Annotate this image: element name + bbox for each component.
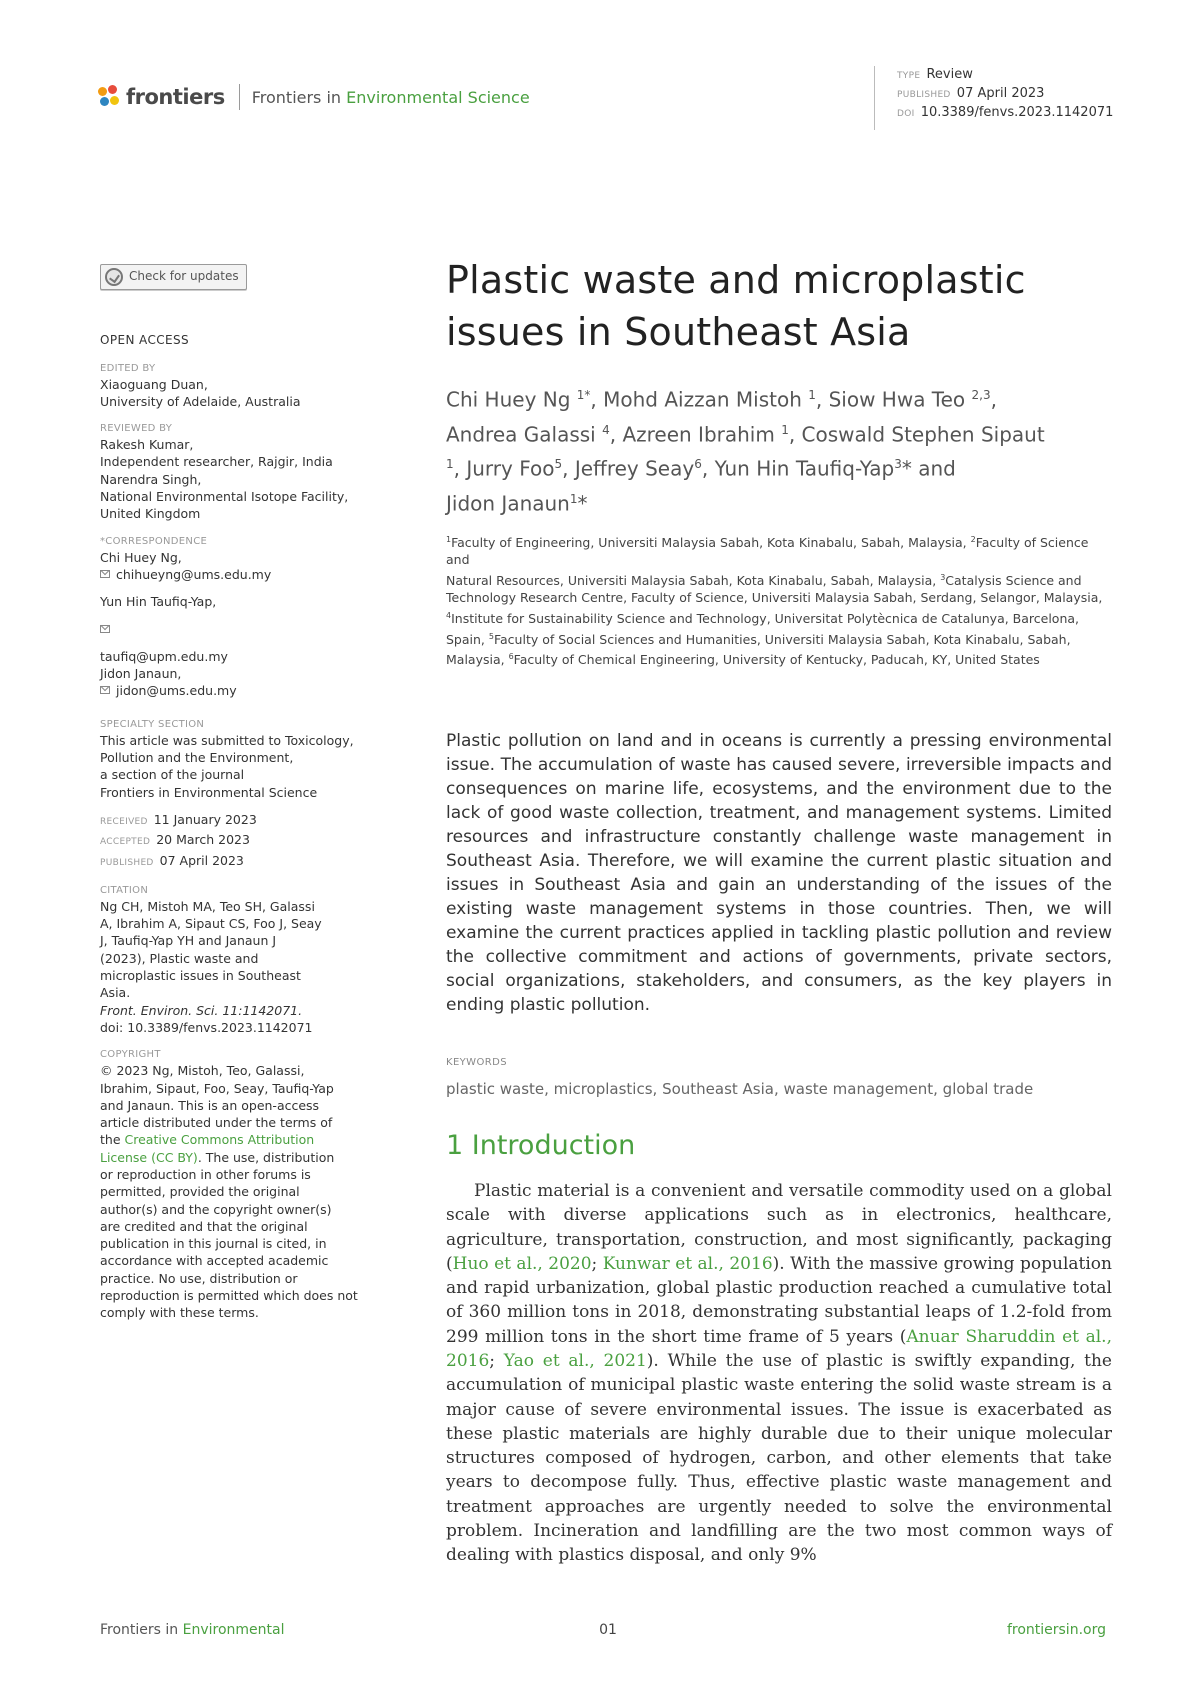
affiliations: $^1$Faculty of Engineering, Universiti Malaysia Sabah, Kota Kinabalu, Sabah, Malaysia, $^2$Faculty of Science and Natural Resources, Universiti Malaysia Sabah, Kota Kinabalu, Sabah, Malaysia, $^3$Catalysis Science and Technology Research Centre, Faculty of Science, Universiti Malaysia Sabah, Serdang, Selangor, Malaysia, $^4$Institute for Sustainability Science and Technology, Universitat Polytècnica de Catalunya, Barcelona, Spain, $^5$Faculty of Social Sciences and Humanities, Universiti Malaysia Sabah, Kota Kinabalu, Sabah, Malaysia, $^6$Faculty of Chemical Engineering, University of Kentucky, Paducah, KY, United States	[446, 534, 1103, 668]
keywords-label: KEYWORDS	[446, 1056, 507, 1068]
specialty-section: This article was submitted to Toxicology, Pollution and the Environment, a section of the journal Frontiers in Environmental Science	[100, 732, 354, 800]
abstract: Plastic pollution on land and in oceans is currently a pressing environmental issue. The accumulation of waste has caused severe, irreversible impacts and consequences on marine life, ecosystems, and the environment due to the lack of good waste collection, treatment, and management systems. Limited resources and infrastructure constantly challenge waste management in Southeast Asia. Therefore, we will examine the current plastic situation and issues in Southeast Asia and gain an understanding of the issues of the existing waste management systems in those countries. Then, we will examine the current practices applied in tackling plastic pollution and review the collective commitment and actions of governments, private sectors, social organizations, stakeholders, and consumers, as the key players in ending plastic pollution.	[446, 730, 1112, 1015]
introduction-paragraph: Plastic material is a convenient and versatile commodity used on a global scale with diverse applications such as in electronics, healthcare, agriculture, transportation, construction, and most significantly, packaging (Huo et al., 2020; Kunwar et al., 2016). With the massive growing population and rapid urbanization, global plastic production reached a cumulative total of 360 million tons in 2018, demonstrating substantial leaps of 1.2-fold from 299 million tons in the short time frame of 5 years (Anuar Sharuddin et al., 2016; Yao et al., 2021). While the use of plastic is swiftly expanding, the accumulation of municipal plastic waste entering the solid waste stream is a major cause of severe environmental issues. The issue is exacerbated as these plastic materials are highly durable due to their unique molecular structures composed of hydrogen, carbon, and other elements that take years to decompose fully. Thus, effective plastic waste management and treatment approaches are urgently needed to solve the environmental problem. Incineration and landfilling are the two most common ways of dealing with plastics disposal, and only 9%	[446, 1180, 1112, 1566]
citation-link[interactable]: Yao et al., 2021	[503, 1350, 647, 1371]
citation-link[interactable]: Anuar Sharuddin et al., 2016	[446, 1326, 1112, 1371]
article-type: TYPE Review	[897, 67, 973, 82]
journal-name: Frontiers in Environmental Science	[251, 87, 530, 107]
logo-wordmark: frontiers	[126, 85, 225, 109]
journal-logo	[98, 84, 530, 110]
edited-by-label: EDITED BY	[100, 362, 156, 374]
email-link[interactable]: chihueyng@ums.edu.my	[116, 566, 272, 582]
copyright-label: COPYRIGHT	[100, 1049, 161, 1061]
email-icon	[100, 570, 110, 578]
check-updates-icon	[105, 268, 123, 286]
license-link[interactable]: Creative Commons Attribution	[124, 1132, 315, 1148]
reviewed-by-label: REVIEWED BY	[100, 423, 173, 435]
article-published: PUBLISHED 07 April 2023	[897, 86, 1045, 101]
logo-divider	[239, 84, 240, 110]
footer-journal: Frontiers in Environmental	[100, 1622, 285, 1638]
article-title: Plastic waste and microplastic issues in Southeast Asia	[446, 258, 1026, 354]
email-icon	[100, 625, 110, 633]
license-link[interactable]: License (CC BY)	[100, 1149, 198, 1165]
specialty-label: SPECIALTY SECTION	[100, 718, 205, 730]
article-sidebar	[100, 264, 370, 1322]
check-updates-button[interactable]: Check for updates	[100, 264, 247, 290]
email-icon	[100, 686, 110, 694]
author-list: Chi Huey Ng $^{1*}$, Mohd Aizzan Mistoh $^1$, Siow Hwa Teo $^{2,3}$, Andrea Galassi $^4$, Azreen Ibrahim $^1$, Coswald Stephen Sipaut $^1$, Jurry Foo$^5$, Jeffrey Seay$^6$, Yun Hin Taufiq-Yap$^3$* and Jidon Janaun$^1$*	[446, 387, 1045, 516]
frontiers-logo-icon	[98, 85, 122, 109]
edited-by: Xiaoguang Duan, University of Adelaide, Australia	[100, 376, 301, 409]
article-main	[446, 254, 1112, 1568]
open-access-label: OPEN ACCESS	[100, 333, 190, 348]
keywords: plastic waste, microplastics, Southeast Asia, waste management, global trade	[446, 1079, 1034, 1098]
correspondence-label: *CORRESPONDENCE	[100, 535, 208, 547]
dates: RECEIVED 11 January 2023 ACCEPTED 20 March 2023 PUBLISHED 07 April 2023	[100, 811, 257, 868]
citation-link[interactable]: Kunwar et al., 2016	[602, 1253, 773, 1274]
citation: Ng CH, Mistoh MA, Teo SH, Galassi A, Ibrahim A, Sipaut CS, Foo J, Seay J, Taufiq-Yap YH and Janaun J (2023), Plastic waste and microplastic issues in Southeast Asia. Front. Environ. Sci. 11:1142071. doi: 10.3389/fenvs.2023.1142071	[100, 898, 322, 1035]
citation-label: CITATION	[100, 884, 149, 896]
page-number: 01	[599, 1622, 617, 1638]
correspondence: Chi Huey Ng, chihueyng@ums.edu.my Yun Hin Taufiq-Yap, taufiq@upm.edu.my Jidon Janaun, jidon@ums.edu.my	[100, 549, 272, 699]
article-meta	[874, 66, 1113, 130]
email-link[interactable]: jidon@ums.edu.my	[116, 683, 237, 699]
citation-link[interactable]: Huo et al., 2020	[452, 1253, 592, 1274]
email-link[interactable]: taufiq@upm.edu.my	[100, 648, 228, 664]
section-heading-introduction: 1 Introduction	[446, 1129, 636, 1161]
footer-site-link[interactable]: frontiersin.org	[1006, 1622, 1106, 1638]
article-doi: DOI 10.3389/fenvs.2023.1142071	[897, 105, 1114, 120]
reviewed-by: Rakesh Kumar, Independent researcher, Rajgir, India Narendra Singh, National Environmental Isotope Facility, United Kingdom	[100, 437, 349, 522]
copyright: © 2023 Ng, Mistoh, Teo, Galassi, Ibrahim, Sipaut, Foo, Seay, Taufiq-Yap and Janaun. This is an open-access article distributed under the terms of the Creative Commons Attribution License (CC BY). The use, distribution or reproduction in other forums is permitted, provided the original author(s) and the copyright owner(s) are credited and that the original publication in this journal is cited, in accordance with accepted academic practice. No use, distribution or reproduction is permitted which does not comply with these terms.	[100, 1063, 358, 1321]
